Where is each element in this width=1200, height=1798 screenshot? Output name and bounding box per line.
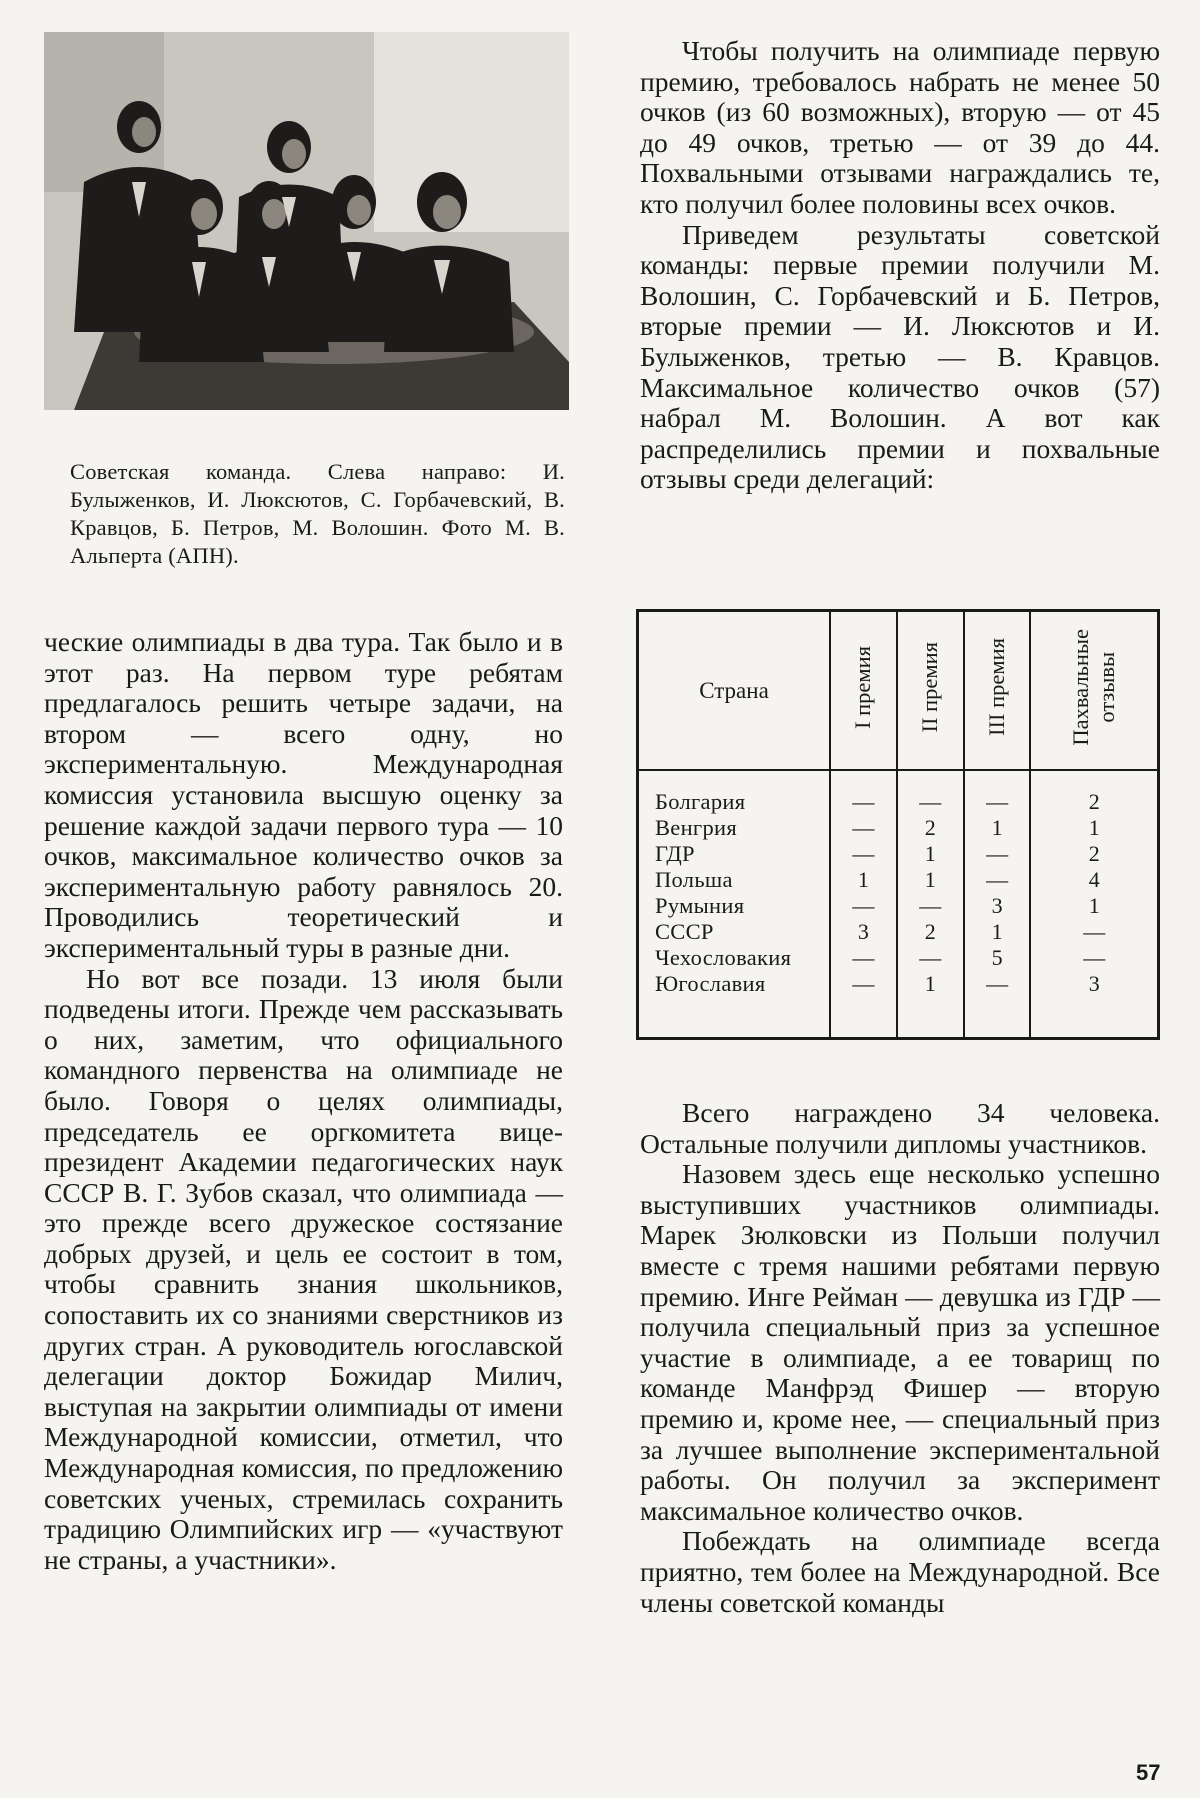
table-cell: 2 [897,815,964,841]
table-cell: ГДР [655,841,695,866]
table-row [639,789,1157,815]
table-cell: — [964,971,1031,997]
table-row [639,841,1157,867]
photo-caption: Советская команда. Слева направо: И. Булыженков, И. Люксютов, С. Горбачевский, В. Кравцов, Б. Петров, М. Волошин. Фото М. В. Альперта (АПН). [70,459,565,568]
header-second-prize [897,612,964,770]
table-cell: 2 [1030,841,1157,867]
table-cell: — [964,867,1031,893]
table-cell: — [897,893,964,919]
table-row [639,867,1157,893]
table-header-row [639,612,1157,770]
table-cell: 1 [1030,893,1157,919]
table-cell: Югославия [655,971,766,996]
table-cell: — [830,815,897,841]
table-cell: 1 [897,971,964,997]
table-cell: — [830,789,897,815]
table-cell: — [897,945,964,971]
table-cell: 1 [964,919,1031,945]
table-cell: — [1030,945,1157,971]
table-cell: 3 [830,919,897,945]
header-country: Страна [639,612,830,770]
table-cell: — [964,841,1031,867]
table-cell: 1 [830,867,897,893]
right-top-paragraph-1: Чтобы получить на олимпиаде первую премию, требовалось набрать не менее 50 очков (из 60 возможных), вторую — от 45 до 49 очков, третью — от 39 до 44. Похвальными отзывами награждались те, кто получил более половины всех очков. [640,35,1160,219]
table-cell: Чехословакия [655,945,792,970]
table-cell: — [830,971,897,997]
header-honorable [1030,612,1157,770]
table-row [639,815,1157,841]
table-cell: 2 [897,919,964,945]
table-cell: 4 [1030,867,1157,893]
left-paragraph-2: Но вот все позади. 13 июля были подведены итоги. Прежде чем рассказывать о них, заметим, что официального командного первенства на олимпиаде не было. Говоря о целях олимпиады, председатель ее оргкомитета вице-президент Академии педагогических наук СССР В. Г. Зубов сказал, что олимпиада — это прежде всего дружеское состязание добрых друзей, и цель ее состоит в том, чтобы сравнить знания школьников, сопоставить их со знаниями сверстников из других стран. А руководитель югославской делегации доктор Божидар Милич, выступая на закрытии олимпиады от имени Международной комиссии, отметил, что Международная комиссия, по предложению советских ученых, стремилась сохранить традицию Олимпийских игр — «участвуют не страны, а участники». [44,962,563,1575]
team-photo [44,32,569,410]
header-first-prize-label: I премия [850,645,876,730]
table-row [639,893,1157,919]
right-top-paragraph-2: Приведем результаты советской команды: первые премии получили М. Волошин, С. Горбачевский и Б. Петров, вторые премии — И. Люксютов и И. Булыженков, третью — В. Кравцов. Максимальное количество очков (57) набрал М. Волошин. А вот как распределились премии и похвальные отзывы среди делегаций: [640,218,1160,495]
table-cell: 5 [964,945,1031,971]
left-column [44,627,563,1575]
table-cell: — [830,841,897,867]
table-cell: Польша [655,867,733,892]
header-third-prize [964,612,1031,770]
table-cell: — [1030,919,1157,945]
table-cell: 1 [1030,815,1157,841]
table-cell: 1 [897,841,964,867]
table-cell: 3 [964,893,1031,919]
right-bottom-paragraph-3: Побеждать на олимпиаде всегда приятно, тем более на Международной. Все члены советской команды [640,1525,1160,1618]
table-cell: Болгария [655,789,746,814]
header-second-prize-label: II премия [917,642,943,733]
table-row [639,919,1157,945]
header-third-prize-label: III премия [984,638,1010,737]
team-photo-icon [44,32,569,410]
table-cell: — [964,789,1031,815]
table-row [639,971,1157,997]
results-table [636,609,1160,1040]
table-cell: Венгрия [655,815,738,840]
table-cell: — [830,945,897,971]
table-row [639,945,1157,971]
table-cell: — [897,789,964,815]
header-honorable-label: Пахвальные отзывы [1068,629,1120,746]
right-column-bottom [640,1098,1160,1618]
table-cell: 3 [1030,971,1157,997]
table-cell: 2 [1030,789,1157,815]
right-bottom-paragraph-1: Всего награждено 34 человека. Остальные получили дипломы участников. [640,1097,1160,1159]
left-paragraph-1: ческие олимпиады в два тура. Так было и в этот раз. На первом туре ребятам предлагалось решить четыре задачи, на втором — всего одну, но экспериментальную. Международная комиссия установила высшую оценку за решение каждой задачи первого тура — 10 очков, максимальное количество очков за экспериментальную работу равнялось 20. Проводились теоретический и экспериментальный туры в разные дни. [44,626,563,963]
table-cell: 1 [897,867,964,893]
right-column-top [640,36,1160,495]
table-cell: Румыния [655,893,745,918]
table-cell: СССР [655,919,714,944]
header-first-prize [830,612,897,770]
right-bottom-paragraph-2: Назовем здесь еще несколько успешно выступивших участников олимпиады. Марек Зюлковски из Польши получил вместе с тремя нашими ребятами первую премию. Инге Рейман — девушка из ГДР — получила специальный приз за успешное участие в олимпиаде, а ее товарищ по команде Манфрэд Фишер — вторую премию и, кроме нее, — специальный приз за лучшее выполнение экспериментальной работы. Он получил за эксперимент максимальное количество очков. [640,1158,1160,1526]
table-cell: — [830,893,897,919]
page-number: 57 [1136,1760,1161,1785]
table-cell: 1 [964,815,1031,841]
